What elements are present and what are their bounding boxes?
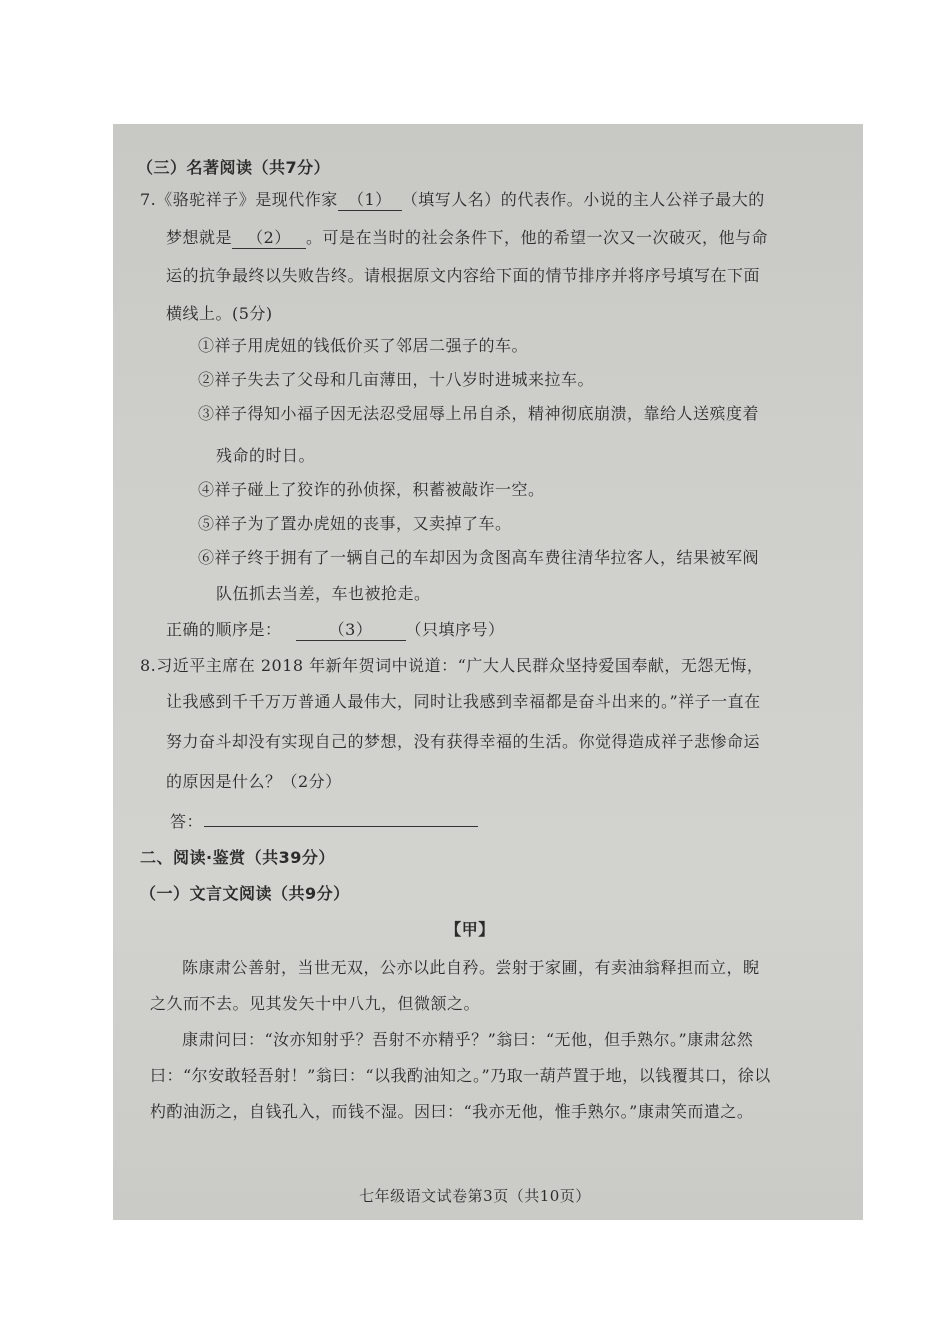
q7-line-1 bbox=[140, 190, 765, 211]
plot-item-3: ③祥子得知小福子因无法忍受屈辱上吊自杀，精神彻底崩溃，靠给人送殡度着 bbox=[198, 404, 760, 423]
q7-text: 。可是在当时的社会条件下，他的希望一次又一次破灭，他与命 bbox=[306, 228, 769, 247]
q7-text: 梦想就是 bbox=[166, 228, 233, 247]
section-famous-header: （三）名著阅读（共7分） bbox=[137, 158, 331, 177]
plot-item-6-cont: 队伍抓去当差，车也被抢走。 bbox=[216, 584, 431, 603]
q8-line-3: 努力奋斗却没有实现自己的梦想，没有获得幸福的生活。你觉得造成祥子悲惨命运 bbox=[166, 732, 761, 751]
q8-line-4: 的原因是什么？（2分） bbox=[166, 772, 342, 791]
plot-item-5: ⑤祥子为了置办虎妞的丧事，又卖掉了车。 bbox=[198, 514, 512, 533]
passage-title: 【甲】 bbox=[445, 920, 495, 939]
blank-2[interactable]: （2） bbox=[232, 228, 306, 249]
section-reading-header: 二、阅读·鉴赏（共39分） bbox=[140, 848, 335, 867]
plot-item-1: ①祥子用虎妞的钱低价买了邻居二强子的车。 bbox=[198, 336, 529, 355]
plot-item-2: ②祥子失去了父母和几亩薄田，十八岁时进城来拉车。 bbox=[198, 370, 595, 389]
plot-item-4: ④祥子碰上了狡诈的孙侦探，积蓄被敲诈一空。 bbox=[198, 480, 545, 499]
answer-label: 答： bbox=[170, 812, 204, 831]
blank-3[interactable]: （3） bbox=[296, 620, 406, 641]
classical-reading-header: （一）文言文阅读（共9分） bbox=[140, 884, 350, 903]
order-line bbox=[166, 620, 505, 641]
passage-line-2: 之久而不去。见其发矢十中八九，但微颔之。 bbox=[150, 994, 481, 1013]
q7-text: （填写人名）的代表作。小说的主人公祥子最大的 bbox=[401, 190, 765, 209]
q8-line-1: 8.习近平主席在 2018 年新年贺词中说道：“广大人民群众坚持爱国奉献，无怨无悔， bbox=[140, 656, 764, 675]
passage-line-1: 陈康肃公善射，当世无双，公亦以此自矜。尝射于家圃，有卖油翁释担而立，睨 bbox=[182, 958, 760, 977]
q7-line-3: 运的抗争最终以失败告终。请根据原文内容给下面的情节排序并将序号填写在下面 bbox=[166, 266, 761, 285]
passage-line-3: 康肃问曰：“汝亦知射乎？吾射不亦精乎？”翁曰：“无他，但手熟尔。”康肃忿然 bbox=[182, 1030, 754, 1049]
q8-line-2: 让我感到千千万万普通人最伟大，同时让我感到幸福都是奋斗出来的。”祥子一直在 bbox=[166, 692, 761, 711]
q7-line-2 bbox=[166, 228, 768, 249]
page-footer: 七年级语文试卷第3页（共10页） bbox=[359, 1187, 591, 1205]
q7-line-4: 横线上。(5分) bbox=[166, 304, 273, 323]
passage-line-5: 杓酌油沥之，自钱孔入，而钱不湿。因曰：“我亦无他，惟手熟尔。”康肃笑而遣之。 bbox=[150, 1102, 754, 1121]
order-note: （只填序号） bbox=[405, 620, 505, 639]
passage-line-4: 曰：“尔安敢轻吾射！”翁曰：“以我酌油知之。”乃取一葫芦置于地，以钱覆其口，徐以 bbox=[150, 1066, 771, 1085]
blank-1[interactable]: （1） bbox=[338, 190, 402, 211]
order-label: 正确的顺序是： bbox=[166, 620, 282, 639]
q7-text: 7.《骆驼祥子》是现代作家 bbox=[140, 190, 338, 209]
plot-item-6: ⑥祥子终于拥有了一辆自己的车却因为贪图高车费往清华拉客人，结果被军阀 bbox=[198, 548, 760, 567]
answer-line[interactable] bbox=[204, 826, 478, 827]
plot-item-3-cont: 残命的时日。 bbox=[216, 446, 316, 465]
